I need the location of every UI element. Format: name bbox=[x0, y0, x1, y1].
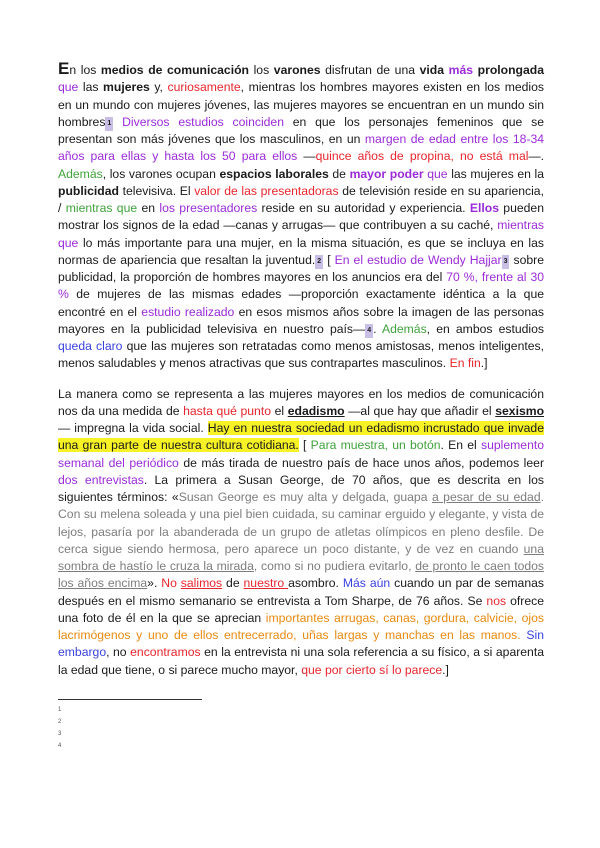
footnote-number: 2 bbox=[58, 719, 62, 725]
footnote-separator bbox=[58, 699, 202, 700]
drop-cap: E bbox=[58, 59, 70, 78]
paragraph-2: La manera como se representa a las mujeres mayores en los medios de comunicación nos da una medida de hasta qué punto el edadismo —al que hay que añadir el sexismo— impregna la vida social. Hay en nuestra sociedad un edadismo incrustado que invade una gran parte de nuestra cultura cotidiana. [ Para muestra, un botón. En el suplemento semanal del periódico de más tirada de nuestro país de hace unos años, podemos leer dos entrevistas. La primera a Susan George, de 70 años, que es descrita en los siguientes términos: «Susan George es muy alta y delgada, guapa a pesar de su edad. Con su melena soleada y una piel bien cuidada, su caminar erguido y elegante, y vista de lejos, pasaría por la abanderada de un grupo de atletas olímpicos en pleno desfile. De cerca sigue siendo hermosa, pero aparece un poco distante, y de vez en cuando una sombra de hastío le cruza la mirada, como si no pudiera evitarlo, de pronto le caen todos los años encima». No salimos de nuestro asombro. Más aún cuando un par de semanas después en el mismo semanario se entrevista a Tom Sharpe, de 76 años. Se nos ofrece una foto de él en la que se aprecian importantes arrugas, canas, gordura, calvicie, ojos lacrimógenos y uno de ellos entrecerrado, uñas largas y manchas en las manos. Sin embargo, no encontramos en la entrevista ni una sola referencia a su físico, a si aparenta la edad que tiene, o si parece mucho mayor, que por cierto sí lo parece.] bbox=[58, 386, 545, 677]
footnote-ref-4[interactable]: 4 bbox=[365, 324, 373, 338]
document-body bbox=[58, 60, 544, 679]
highlighted-sentence: Hay en nuestra sociedad un edadismo incrustado que invade una gran parte de nuestra cultura cotidiana. bbox=[58, 421, 544, 453]
footnote-number: 3 bbox=[58, 731, 62, 737]
footnote-ref-1[interactable]: 1 bbox=[105, 117, 113, 131]
paragraph-1: En los medios de comunicación los varones disfrutan de una vida más prolongada que las mujeres y, curiosamente, mientras los hombres mayores existen en los medios en un mundo con mujeres jóvenes, las mujeres mayores se encuentran en un mundo sin hombres 1 Diversos estudios coinciden en que los personajes femeninos que se presentan son más jóvenes que los masculinos, en un margen de edad entre los 18-34 años para ellas y hasta los 50 para ellos —quince años de propina, no está mal—. Además, los varones ocupan espacios laborales de mayor poder que las mujeres en la publicidad televisiva. El valor de las presentadoras de televisión reside en su apariencia, / mientras que en los presentadores reside en su autoridad y experiencia. Ellos pueden mostrar los signos de la edad —canas y arrugas— que contribuyen a su caché, mientras que lo más importante para una mujer, en la misma situación, es que se incluya en las normas de apariencia que resaltan la juventud. 2 [ En el estudio de Wendy Hajjar 3 sobre publicidad, la proporción de hombres mayores en los anuncios era del 70 %, frente al 30 % de mujeres de las mismas edades —proporción exactamente idéntica a la que encontré en el estudio realizado en esos mismos años sobre la imagen de las personas mayores en la publicidad televisiva en nuestro país— 4 . Además, en ambos estudios queda claro que las mujeres son retratadas como menos amistosas, menos inteligentes, menos saludables y menos atractivas que sus contrapartes masculinos. En fin.] bbox=[58, 59, 545, 371]
footnote-ref-3[interactable]: 3 bbox=[502, 255, 510, 269]
footnote-ref-2[interactable]: 2 bbox=[315, 255, 323, 269]
footnote-number: 4 bbox=[58, 743, 62, 749]
footnote-number: 1 bbox=[58, 707, 62, 713]
